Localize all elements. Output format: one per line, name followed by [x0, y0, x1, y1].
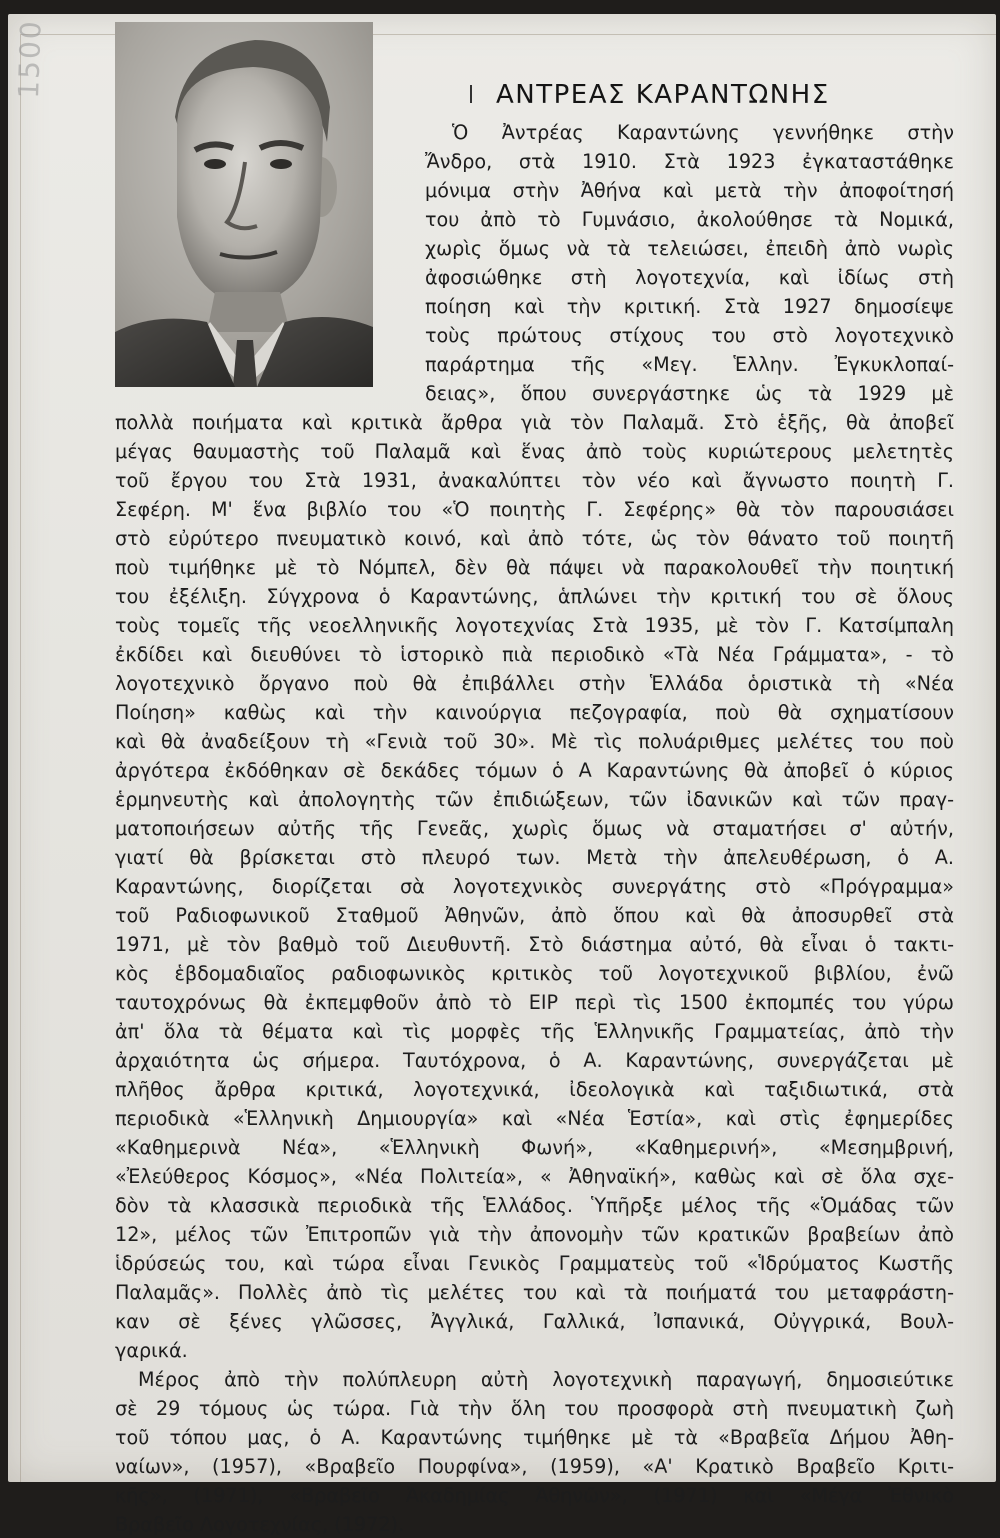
text-line: κὸς ἑβδομαδιαῖος ραδιοφωνικὸς κριτικὸς τοῦ λογοτεχνικοῦ βιβλίου, ἐνῶ	[115, 962, 954, 985]
text-line: ἀργότερα ἐκδόθηκαν σὲ δεκάδες τόμων ὁ Α Καραντώνης θὰ ἀποβεῖ ὁ κύριος	[115, 759, 954, 782]
text-line: Βραβεῖο Λογοτεχνίας, (1972).	[115, 1513, 405, 1536]
text-line: Μέρος ἀπὸ τὴν πολύπλευρη αὐτὴ λογοτεχνικὴ παραγωγή, δημοσιεύτικε	[138, 1368, 954, 1391]
text-line: «Καθημερινὰ Νέα», «Ἑλληνικὴ Φωνή», «Καθημερινή», «Μεσημβρινή,	[115, 1136, 954, 1159]
text-line: ἀφοσιώθηκε στὴ λογοτεχνία, καὶ ἰδίως στὴ	[425, 266, 954, 289]
text-line: χωρὶς ὅμως νὰ τὰ τελειώσει, ἐπειδὴ ἀπὸ νωρὶς	[425, 237, 954, 260]
text-line: τοὺς πρώτους στίχους του στὸ λογοτεχνικὸ	[425, 324, 954, 347]
text-line: καὶ θὰ ἀναδείξουν τὴ «Γενιὰ τοῦ 30». Μὲ τὶς πολυάριθμες μελέτες του ποὺ	[115, 730, 954, 753]
text-line: 1971, μὲ τὸν βαθμὸ τοῦ Διευθυντῆ. Στὸ διάστημα αὐτό, θὰ εἶναι ὁ τακτι-	[115, 933, 954, 956]
text-line: του ἐξέλιξη. Σύγχρονα ὁ Καραντώνης, ἁπλώνει τὴν κριτική του σὲ ὅλους	[115, 585, 954, 608]
text-line: Ὁ Ἀντρέας Καραντώνης γεννήθηκε στὴν	[452, 121, 954, 144]
text-line: λογοτεχνικὸ ὄργανο ποὺ θὰ ἐπιβάλλει στὴν Ἑλλάδα ὁριστικὰ τὴ «Νέα	[115, 672, 954, 695]
text-line: Ποίηση» καθὼς καὶ τὴν καινούργια πεζογραφία, ποὺ θὰ σχηματίσουν	[115, 701, 954, 724]
text-line: ἑρμηνευτὴς καὶ ἀπολογητὴς τῶν ἐπιδιώξεων, τῶν ἰδανικῶν καὶ τῶν πραγ-	[115, 788, 954, 811]
text-line: γαρικά.	[115, 1339, 188, 1362]
text-line: Ἄνδρο, στὰ 1910. Στὰ 1923 ἐγκαταστάθηκε	[425, 150, 954, 173]
text-line: καν σὲ ξένες γλῶσσες, Ἀγγλικά, Γαλλικά, Ἰσπανικά, Οὐγγρικά, Βουλ-	[115, 1310, 954, 1333]
text-line: δειας», ὅπου συνεργάστηκε ὡς τὰ 1929 μὲ	[425, 382, 954, 405]
portrait-illustration	[115, 22, 373, 387]
text-line: ἱδρύσεώς του, καὶ τώρα εἶναι Γενικὸς Γραμματεὺς τοῦ «Ἱδρύματος Κωστῆς	[115, 1252, 954, 1275]
text-line: τοῦ ἔργου του Στὰ 1931, ἀνακαλύπτει τὸν νέο καὶ ἄγνωστο ποιητὴ Γ.	[115, 469, 954, 492]
text-line: «Ἐλεύθερος Κόσμος», «Νέα Πολιτεία», « Ἀθηναϊκή», καθὼς καὶ σὲ ὅλα σχε-	[115, 1165, 954, 1188]
text-line: δὸν τὰ κλασσικὰ περιοδικὰ τῆς Ἑλλάδος. Ὑπῆρξε μέλος τῆς «Ὁμάδας τῶν	[115, 1194, 954, 1217]
text-line: πολλὰ ποιήματα καὶ κριτικὰ ἄρθρα γιὰ τὸν Παλαμᾶ. Στὸ ἑξῆς, θὰ ἀποβεῖ	[115, 411, 954, 434]
text-line: Καραντώνης, διορίζεται σὰ λογοτεχνικὸς συνεργάτης στὸ «Πρόγραμμα»	[115, 875, 954, 898]
text-line: μόνιμα στὴν Ἀθήνα καὶ μετὰ τὴν ἀποφοίτησή	[425, 179, 954, 202]
text-line: 12», μέλος τῶν Ἐπιτροπῶν γιὰ τὴν ἀπονομὴν τῶν κρατικῶν βραβείων ἀπὸ	[115, 1223, 954, 1246]
text-line: ταυτοχρόνως θὰ ἐκπεμφθοῦν ἀπὸ τὸ ΕΙΡ περὶ τὶς 1500 ἐκπομπές του γύρω	[115, 991, 954, 1014]
text-line: ἐκδίδει καὶ διευθύνει τὸ ἱστορικὸ πιὰ περιοδικὸ «Τὰ Νέα Γράμματα», - τὸ	[115, 643, 954, 666]
text-line: Παλαμᾶς». Πολλὲς ἀπὸ τὶς μελέτες του καὶ τὰ ποιήματά του μεταφράστη-	[115, 1281, 954, 1304]
text-line: ματοποιήσεων αὐτῆς τῆς Γενεᾶς, χωρὶς ὅμως νὰ σταματήσει σ' αὐτήν,	[115, 817, 954, 840]
text-line: μέγας θαυμαστὴς τοῦ Παλαμᾶ καὶ ἕνας ἀπὸ τοὺς κυριώτερους μελετητὲς	[115, 440, 954, 463]
text-line: παράρτημα τῆς «Μεγ. Ἑλλην. Ἐγκυκλοπαί-	[425, 353, 954, 376]
article-title	[470, 80, 830, 110]
text-line: γιατί θὰ βρίσκεται στὸ πλευρό των. Μετὰ τὴν ἀπελευθέρωση, ὁ Α.	[115, 846, 954, 869]
text-line: Σεφέρη. Μ' ἕνα βιβλίο του «Ὁ ποιητὴς Γ. Σεφέρης» θὰ τὸν παρουσιάσει	[115, 498, 954, 521]
text-line: ἀπ' ὅλα τὰ θέματα καὶ τὶς μορφὲς τῆς Ἑλληνικῆς Γραμματείας, ἀπὸ τὴν	[115, 1020, 954, 1043]
text-line: στὸ εὐρύτερο πνευματικὸ κοινό, καὶ ἀπὸ τότε, ὡς τὸν θάνατο τοῦ ποιητῆ	[115, 527, 954, 550]
author-portrait-photo	[115, 22, 373, 387]
text-line: τοὺς τομεῖς τῆς νεοελληνικῆς λογοτεχνίας Στὰ 1935, μὲ τὸν Γ. Κατσίμπαλη	[115, 614, 954, 637]
text-line: πλῆθος ἄρθρα κριτικά, λογοτεχνικά, ἰδεολογικὰ καὶ ταξιδιωτικά, στὰ	[115, 1078, 954, 1101]
text-line: κῆς», (1971), «Βραβεῖο Ἀκαδημίας Ἀθηνῶν», (1971) καὶ «Μέγα Ἐθνικὸ	[115, 1484, 954, 1507]
text-line: ποίηση καὶ τὴν κριτική. Στὰ 1927 δημοσίεψε	[425, 295, 954, 318]
pencil-annotation: 1500	[12, 18, 48, 100]
title-mark	[470, 85, 472, 103]
text-line: σὲ 29 τόμους ὡς τώρα. Γιὰ τὴν ὅλη του προσφορὰ στὴ πνευματικὴ ζωὴ	[115, 1397, 954, 1420]
text-line: περιοδικὰ «Ἑλληνικὴ Δημιουργία» καὶ «Νέα Ἑστία», καὶ στὶς ἐφημερίδες	[115, 1107, 954, 1130]
text-line: ἀρχαιότητα ὡς σήμερα. Ταυτόχρονα, ὁ Α. Καραντώνης, συνεργάζεται μὲ	[115, 1049, 954, 1072]
text-line: του ἀπὸ τὸ Γυμνάσιο, ἀκολούθησε τὰ Νομικά,	[425, 208, 954, 231]
text-line: τοῦ τόπου μας, ὁ Α. Καραντώνης τιμήθηκε μὲ τὰ «Βραβεῖα Δήμου Ἀθη-	[115, 1426, 954, 1449]
text-line: τοῦ Ραδιοφωνικοῦ Σταθμοῦ Ἀθηνῶν, ἀπὸ ὅπου καὶ θὰ ἀποσυρθεῖ στὰ	[115, 904, 954, 927]
article-title-text: ΑΝΤΡΕΑΣ ΚΑΡΑΝΤΩΝΗΣ	[496, 80, 830, 110]
text-line: ναίων», (1957), «Βραβεῖο Πουρφίνα», (1959), «Α' Κρατικὸ Βραβεῖο Κριτι-	[115, 1455, 954, 1478]
text-line: ποὺ τιμήθηκε μὲ τὸ Νόμπελ, δὲν θὰ πάψει νὰ παρακολουθεῖ τὴν ποιητική	[115, 556, 954, 579]
